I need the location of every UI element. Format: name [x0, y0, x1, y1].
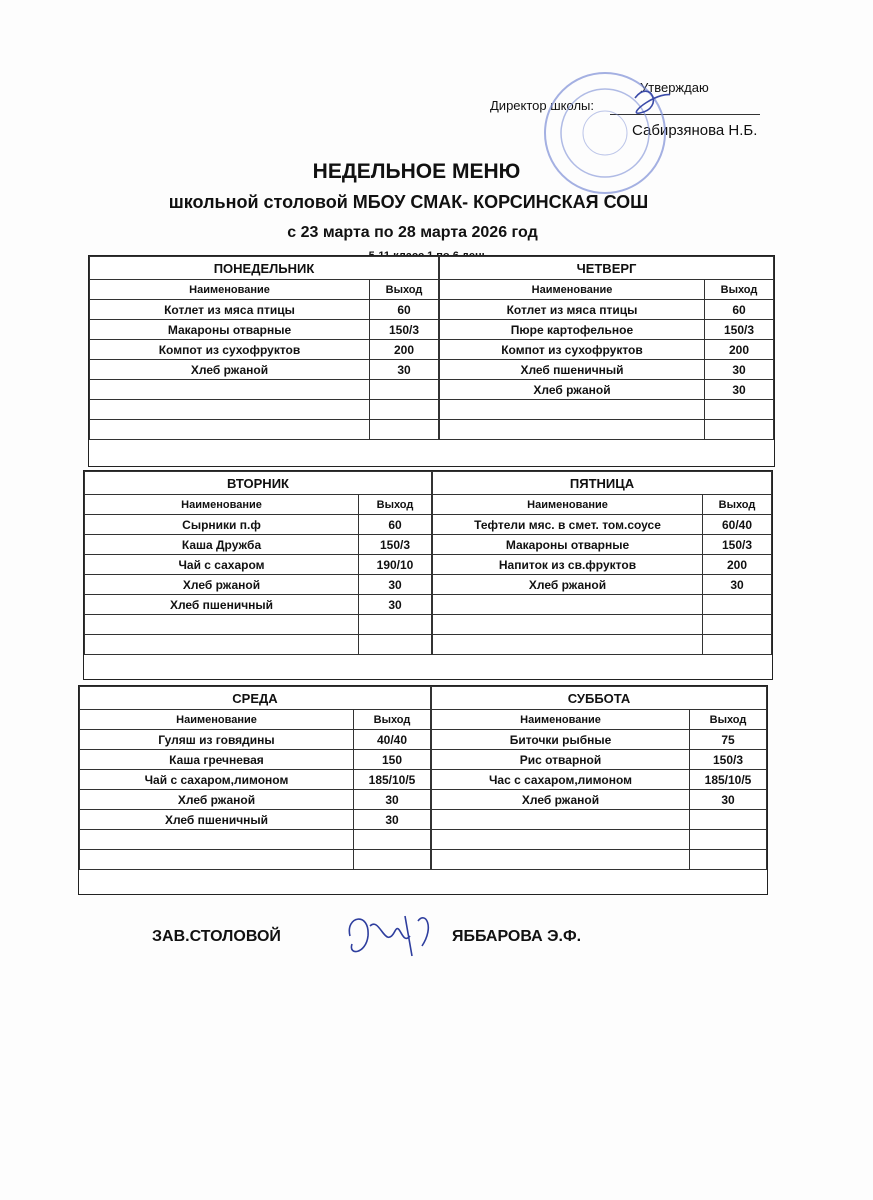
empty-cell — [90, 420, 370, 440]
item-name: Тефтели мяс. в смет. том.соусе — [433, 515, 703, 535]
item-output: 60 — [359, 515, 432, 535]
item-name: Сырники п.ф — [85, 515, 359, 535]
item-name: Гуляш из говядины — [80, 730, 354, 750]
day-title: СРЕДА — [80, 687, 431, 710]
item-name: Компот из сухофруктов — [440, 340, 705, 360]
item-output: 185/10/5 — [690, 770, 767, 790]
col-output-header: Выход — [370, 280, 439, 300]
item-output: 150/3 — [705, 320, 774, 340]
empty-cell — [703, 615, 772, 635]
empty-cell — [370, 380, 439, 400]
approve-word: Утверждаю — [640, 80, 709, 95]
empty-cell — [440, 420, 705, 440]
menu-block-1 — [88, 255, 775, 467]
footer-name: ЯББАРОВА Э.Ф. — [452, 928, 582, 945]
menu-block-3 — [78, 685, 768, 895]
empty-cell — [690, 810, 767, 830]
item-output: 30 — [370, 360, 439, 380]
col-name-header: Наименование — [90, 280, 370, 300]
day-title: ЧЕТВЕРГ — [440, 257, 774, 280]
day-title: ВТОРНИК — [85, 472, 432, 495]
signature-icon — [340, 906, 435, 966]
item-name: Каша гречневая — [80, 750, 354, 770]
item-name: Котлет из мяса птицы — [90, 300, 370, 320]
empty-cell — [80, 850, 354, 870]
empty-cell — [703, 595, 772, 615]
item-name: Чай с сахаром — [85, 555, 359, 575]
empty-cell — [359, 635, 432, 655]
empty-cell — [432, 830, 690, 850]
item-output: 40/40 — [354, 730, 431, 750]
col-output-header: Выход — [359, 495, 432, 515]
day-table — [431, 686, 767, 870]
item-name: Хлеб пшеничный — [85, 595, 359, 615]
empty-cell — [80, 830, 354, 850]
period: с 23 марта по 28 марта 2026 год — [287, 224, 538, 241]
empty-cell — [705, 420, 774, 440]
item-name: Пюре картофельное — [440, 320, 705, 340]
day-table — [432, 471, 772, 655]
item-name: Хлеб ржаной — [90, 360, 370, 380]
item-name: Хлеб пшеничный — [440, 360, 705, 380]
director-name: Сабирзянова Н.Б. — [632, 122, 758, 139]
item-name: Хлеб ржаной — [80, 790, 354, 810]
page-subtitle: школьной столовой МБОУ СМАК- КОРСИНСКАЯ СОШ — [168, 192, 649, 212]
item-output: 200 — [703, 555, 772, 575]
item-name: Рис отварной — [432, 750, 690, 770]
item-output: 150 — [354, 750, 431, 770]
page-title: НЕДЕЛЬНОЕ МЕНЮ — [312, 160, 521, 183]
item-name: Макароны отварные — [90, 320, 370, 340]
item-name: Хлеб ржаной — [85, 575, 359, 595]
day-title: СУББОТА — [432, 687, 767, 710]
day-title: ПЯТНИЦА — [433, 472, 772, 495]
item-name: Хлеб ржаной — [440, 380, 705, 400]
menu-block-2 — [83, 470, 773, 680]
day-title: ПОНЕДЕЛЬНИК — [90, 257, 439, 280]
day-table — [439, 256, 774, 440]
empty-cell — [354, 850, 431, 870]
item-output: 75 — [690, 730, 767, 750]
item-output: 200 — [370, 340, 439, 360]
col-name-header: Наименование — [433, 495, 703, 515]
footer-position: ЗАВ.СТОЛОВОЙ — [152, 928, 281, 945]
item-name: Хлеб ржаной — [432, 790, 690, 810]
item-output: 60/40 — [703, 515, 772, 535]
empty-cell — [690, 850, 767, 870]
item-output: 30 — [354, 810, 431, 830]
item-name: Биточки рыбные — [432, 730, 690, 750]
empty-cell — [370, 400, 439, 420]
item-output: 30 — [359, 575, 432, 595]
day-table — [84, 471, 432, 655]
empty-cell — [440, 400, 705, 420]
empty-cell — [359, 615, 432, 635]
day-table — [79, 686, 431, 870]
day-table — [89, 256, 439, 440]
col-name-header: Наименование — [80, 710, 354, 730]
empty-cell — [433, 615, 703, 635]
item-name: Чай с сахаром,лимоном — [80, 770, 354, 790]
director-label: Директор школы: — [490, 98, 594, 113]
col-output-header: Выход — [354, 710, 431, 730]
item-output: 30 — [690, 790, 767, 810]
empty-cell — [433, 635, 703, 655]
empty-cell — [354, 830, 431, 850]
item-output: 200 — [705, 340, 774, 360]
item-output: 150/3 — [703, 535, 772, 555]
col-name-header: Наименование — [432, 710, 690, 730]
empty-cell — [690, 830, 767, 850]
item-name: Напиток из св.фруктов — [433, 555, 703, 575]
empty-cell — [85, 615, 359, 635]
item-name: Компот из сухофруктов — [90, 340, 370, 360]
col-output-header: Выход — [690, 710, 767, 730]
item-output: 150/3 — [690, 750, 767, 770]
empty-cell — [433, 595, 703, 615]
empty-cell — [705, 400, 774, 420]
empty-cell — [370, 420, 439, 440]
empty-cell — [90, 380, 370, 400]
item-output: 150/3 — [359, 535, 432, 555]
item-name: Макароны отварные — [433, 535, 703, 555]
item-output: 190/10 — [359, 555, 432, 575]
item-output: 185/10/5 — [354, 770, 431, 790]
empty-cell — [85, 635, 359, 655]
item-name: Каша Дружба — [85, 535, 359, 555]
item-output: 60 — [370, 300, 439, 320]
item-output: 60 — [705, 300, 774, 320]
col-name-header: Наименование — [440, 280, 705, 300]
col-name-header: Наименование — [85, 495, 359, 515]
col-output-header: Выход — [703, 495, 772, 515]
item-name: Час с сахаром,лимоном — [432, 770, 690, 790]
item-output: 30 — [354, 790, 431, 810]
empty-cell — [432, 810, 690, 830]
item-output: 30 — [359, 595, 432, 615]
item-name: Котлет из мяса птицы — [440, 300, 705, 320]
col-output-header: Выход — [705, 280, 774, 300]
empty-cell — [90, 400, 370, 420]
empty-cell — [432, 850, 690, 870]
empty-cell — [703, 635, 772, 655]
item-name: Хлеб пшеничный — [80, 810, 354, 830]
item-output: 30 — [703, 575, 772, 595]
item-name: Хлеб ржаной — [433, 575, 703, 595]
item-output: 150/3 — [370, 320, 439, 340]
item-output: 30 — [705, 360, 774, 380]
item-output: 30 — [705, 380, 774, 400]
